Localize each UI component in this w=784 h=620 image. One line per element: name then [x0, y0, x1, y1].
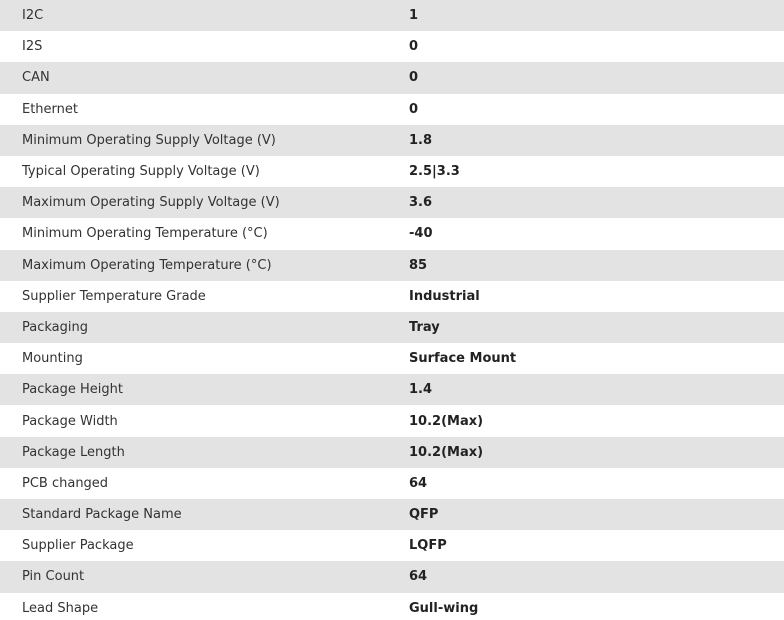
spec-label: I2S — [0, 31, 409, 62]
spec-label: I2C — [0, 0, 409, 31]
table-row — [0, 250, 784, 281]
spec-value: Tray — [409, 312, 784, 343]
table-row — [0, 62, 784, 93]
spec-value: 1.8 — [409, 125, 784, 156]
spec-label: Maximum Operating Temperature (°C) — [0, 250, 409, 281]
spec-label: Ethernet — [0, 94, 409, 125]
spec-value: 85 — [409, 250, 784, 281]
spec-value: 10.2(Max) — [409, 437, 784, 468]
spec-value: LQFP — [409, 530, 784, 561]
spec-value: 3.6 — [409, 187, 784, 218]
table-row — [0, 405, 784, 436]
spec-value: 0 — [409, 62, 784, 93]
spec-value: 10.2(Max) — [409, 405, 784, 436]
spec-label: Minimum Operating Supply Voltage (V) — [0, 125, 409, 156]
spec-value: Surface Mount — [409, 343, 784, 374]
spec-label: PCB changed — [0, 468, 409, 499]
spec-label: CAN — [0, 62, 409, 93]
spec-label: Minimum Operating Temperature (°C) — [0, 218, 409, 249]
spec-value: 64 — [409, 468, 784, 499]
table-row — [0, 499, 784, 530]
spec-label: Package Height — [0, 374, 409, 405]
spec-label: Packaging — [0, 312, 409, 343]
spec-label: Pin Count — [0, 561, 409, 592]
spec-value: 1 — [409, 0, 784, 31]
spec-value: 2.5|3.3 — [409, 156, 784, 187]
table-row — [0, 593, 784, 620]
table-row — [0, 31, 784, 62]
spec-label: Maximum Operating Supply Voltage (V) — [0, 187, 409, 218]
spec-label: Supplier Package — [0, 530, 409, 561]
spec-label: Package Width — [0, 405, 409, 436]
table-row — [0, 374, 784, 405]
table-row — [0, 187, 784, 218]
spec-label: Mounting — [0, 343, 409, 374]
table-row — [0, 343, 784, 374]
spec-value: 1.4 — [409, 374, 784, 405]
spec-value: 0 — [409, 31, 784, 62]
spec-label: Standard Package Name — [0, 499, 409, 530]
spec-label: Package Length — [0, 437, 409, 468]
table-row — [0, 218, 784, 249]
table-row — [0, 561, 784, 592]
spec-value: 64 — [409, 561, 784, 592]
spec-value: -40 — [409, 218, 784, 249]
spec-value: Industrial — [409, 281, 784, 312]
table-row — [0, 125, 784, 156]
spec-label: Supplier Temperature Grade — [0, 281, 409, 312]
spec-value: QFP — [409, 499, 784, 530]
spec-value: Gull-wing — [409, 593, 784, 620]
table-row — [0, 0, 784, 31]
table-row — [0, 281, 784, 312]
spec-value: 0 — [409, 94, 784, 125]
spec-label: Typical Operating Supply Voltage (V) — [0, 156, 409, 187]
table-row — [0, 94, 784, 125]
table-row — [0, 156, 784, 187]
table-row — [0, 437, 784, 468]
table-row — [0, 312, 784, 343]
table-row — [0, 530, 784, 561]
spec-label: Lead Shape — [0, 593, 409, 620]
table-row — [0, 468, 784, 499]
